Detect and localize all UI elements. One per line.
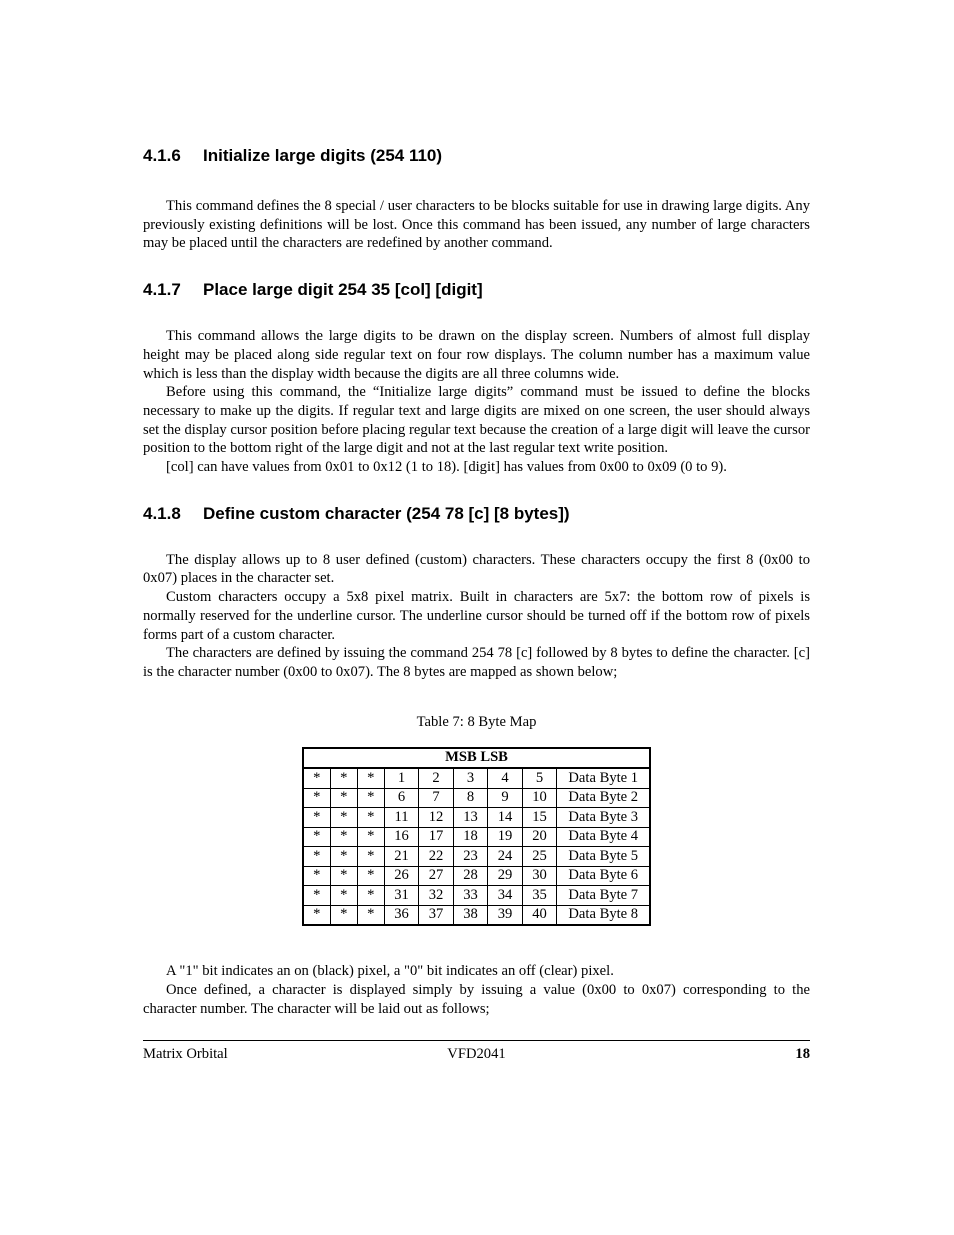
pixel-bit-cell: 38 [453, 905, 488, 925]
unused-bit-cell: * [330, 808, 357, 828]
data-byte-label: Data Byte 3 [557, 808, 651, 828]
pixel-bit-cell: 36 [384, 905, 419, 925]
paragraph: The characters are defined by issuing the command 254 78 [c] followed by 8 bytes to define the character. [c] is the character number (0x00 to 0x07). The 8 bytes are mapped as shown below; [143, 645, 810, 680]
unused-bit-cell: * [330, 847, 357, 867]
paragraph: A "1" bit indicates an on (black) pixel, a "0" bit indicates an off (clear) pixel. [166, 963, 614, 980]
unused-bit-cell: * [330, 886, 357, 906]
table-caption: Table 7: 8 Byte Map [416, 713, 537, 730]
unused-bit-cell: * [357, 866, 384, 886]
pixel-bit-cell: 28 [453, 866, 488, 886]
pixel-bit-cell: 32 [419, 886, 454, 906]
pixel-bit-cell: 2 [419, 768, 454, 788]
pixel-bit-cell: 24 [488, 847, 523, 867]
pixel-bit-cell: 20 [522, 827, 557, 847]
page-content [143, 145, 810, 1018]
data-byte-label: Data Byte 2 [557, 788, 651, 808]
heading-4-1-6 [143, 145, 810, 167]
pixel-bit-cell: 25 [522, 847, 557, 867]
section-title: Define custom character (254 78 [c] [8 bytes]) [203, 503, 570, 523]
section-number: 4.1.6 [143, 146, 181, 165]
unused-bit-cell: * [357, 847, 384, 867]
unused-bit-cell: * [303, 905, 331, 925]
unused-bit-cell: * [303, 788, 331, 808]
unused-bit-cell: * [357, 808, 384, 828]
section-number: 4.1.8 [143, 503, 181, 523]
pixel-bit-cell: 30 [522, 866, 557, 886]
paragraph: This command defines the 8 special / user characters to be blocks suitable for use in drawing large digits. Any previously existing definitions will be lost. Once this command has been issued, any number of large characters may be placed until the characters are redefined by another command. [143, 198, 810, 252]
paragraph: Custom characters occupy a 5x8 pixel matrix. Built in characters are 5x7: the bottom row of pixels is normally reserved for the underline cursor. The underline cursor should be turned off if the bottom row of pixels forms part of a custom character. [143, 589, 810, 643]
section-title: Place large digit 254 35 [col] [digit] [203, 280, 483, 300]
heading-4-1-7 [143, 279, 810, 301]
unused-bit-cell: * [330, 768, 357, 788]
paragraph: [col] can have values from 0x01 to 0x12 (1 to 18). [digit] has values from 0x00 to 0x09 (0 to 9). [166, 459, 727, 476]
pixel-bit-cell: 23 [453, 847, 488, 867]
unused-bit-cell: * [330, 827, 357, 847]
unused-bit-cell: * [303, 866, 331, 886]
table-row [303, 905, 651, 925]
paragraph: This command allows the large digits to be drawn on the display screen. Numbers of almost full display height may be placed along side regular text on four row displays. The column number has a maximum value which is less than the display width because the digits are all three columns wide. [143, 328, 810, 382]
pixel-bit-cell: 40 [522, 905, 557, 925]
pixel-bit-cell: 34 [488, 886, 523, 906]
data-byte-label: Data Byte 6 [557, 866, 651, 886]
page-footer [143, 1040, 810, 1062]
unused-bit-cell: * [330, 788, 357, 808]
section-number: 4.1.7 [143, 280, 181, 300]
pixel-bit-cell: 5 [522, 768, 557, 788]
pixel-bit-cell: 14 [488, 808, 523, 828]
pixel-bit-cell: 15 [522, 808, 557, 828]
table-row [303, 827, 651, 847]
table-row [303, 847, 651, 867]
unused-bit-cell: * [303, 768, 331, 788]
data-byte-label: Data Byte 7 [557, 886, 651, 906]
pixel-bit-cell: 17 [419, 827, 454, 847]
unused-bit-cell: * [357, 788, 384, 808]
pixel-bit-cell: 4 [488, 768, 523, 788]
pixel-bit-cell: 31 [384, 886, 419, 906]
pixel-bit-cell: 12 [419, 808, 454, 828]
table-row [303, 808, 651, 828]
data-byte-label: Data Byte 8 [557, 905, 651, 925]
pixel-bit-cell: 19 [488, 827, 523, 847]
pixel-bit-cell: 9 [488, 788, 523, 808]
pixel-bit-cell: 6 [384, 788, 419, 808]
table-header: MSB LSB [303, 748, 651, 769]
pixel-bit-cell: 10 [522, 788, 557, 808]
data-byte-label: Data Byte 5 [557, 847, 651, 867]
pixel-bit-cell: 29 [488, 866, 523, 886]
table-row [303, 768, 651, 788]
pixel-bit-cell: 22 [419, 847, 454, 867]
data-byte-label: Data Byte 1 [557, 768, 651, 788]
pixel-bit-cell: 13 [453, 808, 488, 828]
table-body [303, 768, 651, 925]
table-row [303, 886, 651, 906]
paragraph: Before using this command, the “Initialize large digits” command must be issued to define the blocks necessary to make up the digits. If regular text and large digits are mixed on one screen, the user should always set the display cursor position before placing regular text because the creation of a large digit will leave the cursor position to the bottom right of the large digit and not at the last regular text write position. [143, 384, 810, 457]
unused-bit-cell: * [303, 886, 331, 906]
unused-bit-cell: * [357, 827, 384, 847]
paragraph: The display allows up to 8 user defined (custom) characters. These characters occupy the first 8 (0x00 to 0x07) places in the character set. [143, 551, 810, 587]
section-title: Initialize large digits (254 110) [203, 146, 443, 165]
pixel-bit-cell: 33 [453, 886, 488, 906]
pixel-bit-cell: 3 [453, 768, 488, 788]
pixel-bit-cell: 11 [384, 808, 419, 828]
pixel-bit-cell: 21 [384, 847, 419, 867]
pixel-bit-cell: 27 [419, 866, 454, 886]
footer-company: Matrix Orbital [143, 1046, 228, 1062]
table-header-row [303, 748, 651, 769]
pixel-bit-cell: 39 [488, 905, 523, 925]
unused-bit-cell: * [357, 905, 384, 925]
pixel-bit-cell: 18 [453, 827, 488, 847]
pixel-bit-cell: 8 [453, 788, 488, 808]
table-row [303, 788, 651, 808]
unused-bit-cell: * [303, 808, 331, 828]
unused-bit-cell: * [303, 847, 331, 867]
footer-model: VFD2041 [447, 1046, 506, 1062]
unused-bit-cell: * [330, 866, 357, 886]
heading-4-1-8 [143, 503, 810, 525]
byte-map-table [302, 747, 652, 927]
pixel-bit-cell: 7 [419, 788, 454, 808]
pixel-bit-cell: 35 [522, 886, 557, 906]
unused-bit-cell: * [357, 886, 384, 906]
pixel-bit-cell: 26 [384, 866, 419, 886]
pixel-bit-cell: 37 [419, 905, 454, 925]
paragraph: Once defined, a character is displayed simply by issuing a value (0x00 to 0x07) corresponding to the character number. The character will be laid out as follows; [143, 981, 810, 1017]
table-row [303, 866, 651, 886]
page-number: 18 [795, 1046, 810, 1062]
data-byte-label: Data Byte 4 [557, 827, 651, 847]
unused-bit-cell: * [303, 827, 331, 847]
unused-bit-cell: * [357, 768, 384, 788]
unused-bit-cell: * [330, 905, 357, 925]
pixel-bit-cell: 1 [384, 768, 419, 788]
pixel-bit-cell: 16 [384, 827, 419, 847]
